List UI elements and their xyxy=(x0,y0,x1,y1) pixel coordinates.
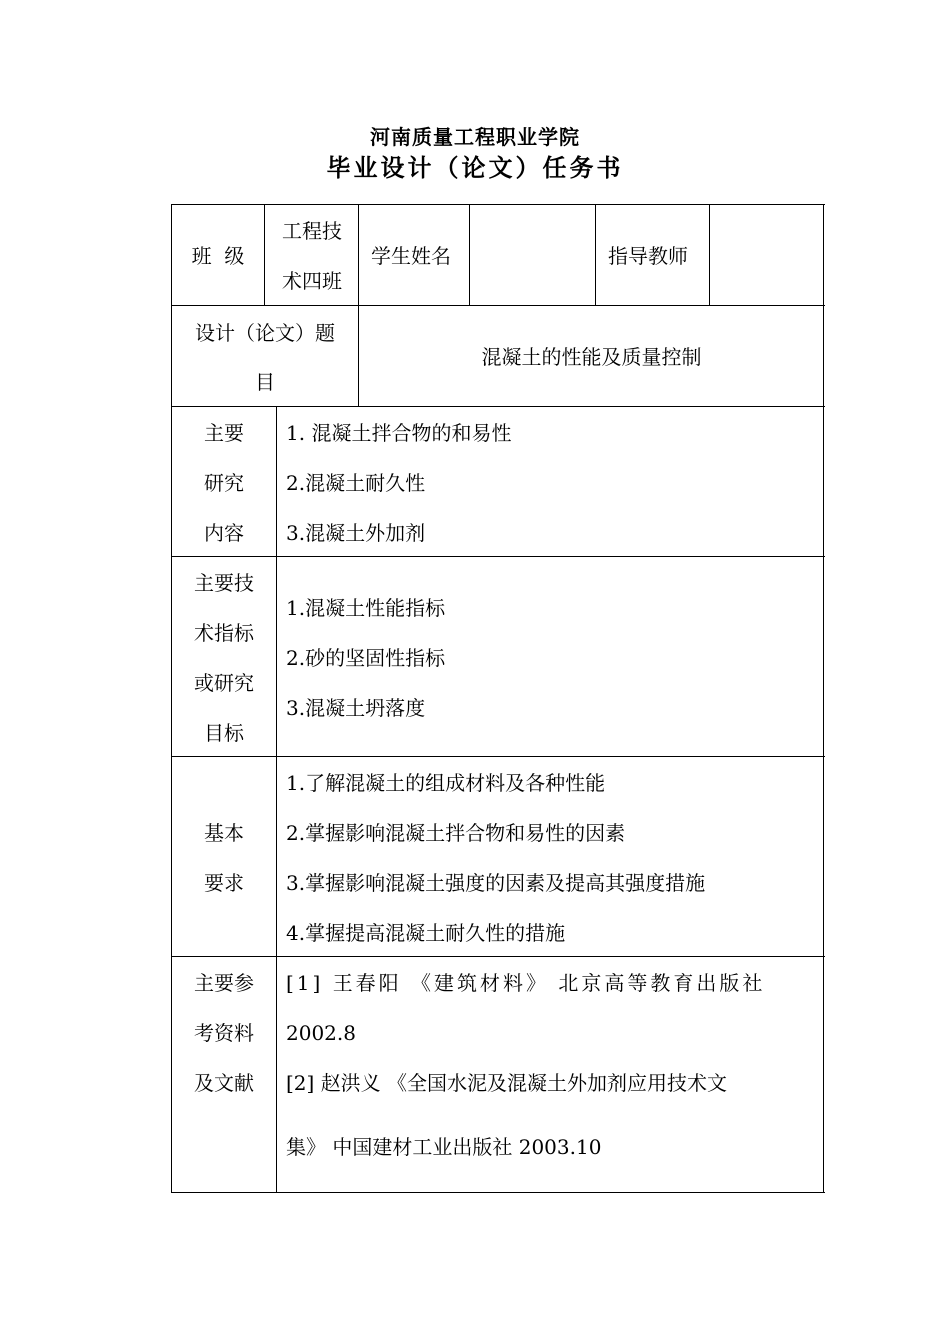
reference-line: 集》 中国建材工业出版社 2003.10 xyxy=(286,1135,602,1159)
topic-label-line: 目 xyxy=(255,370,275,394)
table-border-bottom xyxy=(171,1192,825,1193)
targets-label-line: 目标 xyxy=(204,721,244,745)
requirements-list xyxy=(286,758,705,958)
col-divider xyxy=(358,204,359,406)
content-label-line: 内容 xyxy=(204,521,244,545)
student-label: 学生姓名 xyxy=(371,244,451,268)
list-item: 1.了解混凝土的组成材料及各种性能 xyxy=(286,771,606,795)
col-divider xyxy=(709,204,710,305)
references-label xyxy=(172,958,276,1108)
list-item: 2.砂的坚固性指标 xyxy=(286,646,446,670)
advisor-label: 指导教师 xyxy=(608,244,688,268)
reference-line: [2] 赵洪义 《全国水泥及混凝土外加剂应用技术文 xyxy=(286,1071,728,1095)
col-divider xyxy=(595,204,596,305)
targets-label xyxy=(172,558,276,758)
requirements-label-line: 要求 xyxy=(204,871,244,895)
class-value-line: 工程技 xyxy=(282,219,342,243)
class-label: 班 级 xyxy=(191,244,245,268)
targets-list xyxy=(286,583,445,733)
list-item: 3.混凝土坍落度 xyxy=(286,696,426,720)
content-list xyxy=(286,408,511,558)
table-border-right xyxy=(823,204,824,1193)
col-divider xyxy=(469,204,470,305)
references-label-line: 及文献 xyxy=(194,1071,254,1095)
reference-line: [1] 王春阳 《建筑材料》 北京高等教育出版社 xyxy=(286,971,766,995)
requirements-label-line: 基本 xyxy=(204,821,244,845)
col-divider xyxy=(264,204,265,305)
col-divider xyxy=(276,406,277,1193)
targets-label-line: 或研究 xyxy=(194,671,254,695)
targets-label-line: 主要技 xyxy=(194,571,254,595)
class-label-cell xyxy=(172,231,264,281)
document-title: 毕业设计（论文）任务书 xyxy=(326,153,624,182)
class-value-cell xyxy=(266,206,358,306)
requirements-label xyxy=(172,808,276,908)
references-label-line: 考资料 xyxy=(194,1021,254,1045)
content-label-line: 研究 xyxy=(204,471,244,495)
reference-line: 2002.8 xyxy=(286,1021,356,1045)
topic-value: 混凝土的性能及质量控制 xyxy=(481,345,702,369)
list-item: 1. 混凝土拌合物的和易性 xyxy=(286,421,512,445)
content-label xyxy=(172,408,276,558)
list-item: 2.掌握影响混凝土拌合物和易性的因素 xyxy=(286,821,626,845)
topic-label-line: 设计（论文）题 xyxy=(195,321,335,345)
list-item: 1.混凝土性能指标 xyxy=(286,596,446,620)
list-item: 3.掌握影响混凝土强度的因素及提高其强度措施 xyxy=(286,871,706,895)
targets-label-line: 术指标 xyxy=(194,621,254,645)
list-item: 4.掌握提高混凝土耐久性的措施 xyxy=(286,921,566,945)
school-name: 河南质量工程职业学院 xyxy=(370,125,580,149)
table-border-top xyxy=(171,204,825,205)
references-label-line: 主要参 xyxy=(194,971,254,995)
list-item: 3.混凝土外加剂 xyxy=(286,521,426,545)
list-item: 2.混凝土耐久性 xyxy=(286,471,426,495)
class-value-line: 术四班 xyxy=(282,269,342,293)
content-label-line: 主要 xyxy=(204,421,244,445)
